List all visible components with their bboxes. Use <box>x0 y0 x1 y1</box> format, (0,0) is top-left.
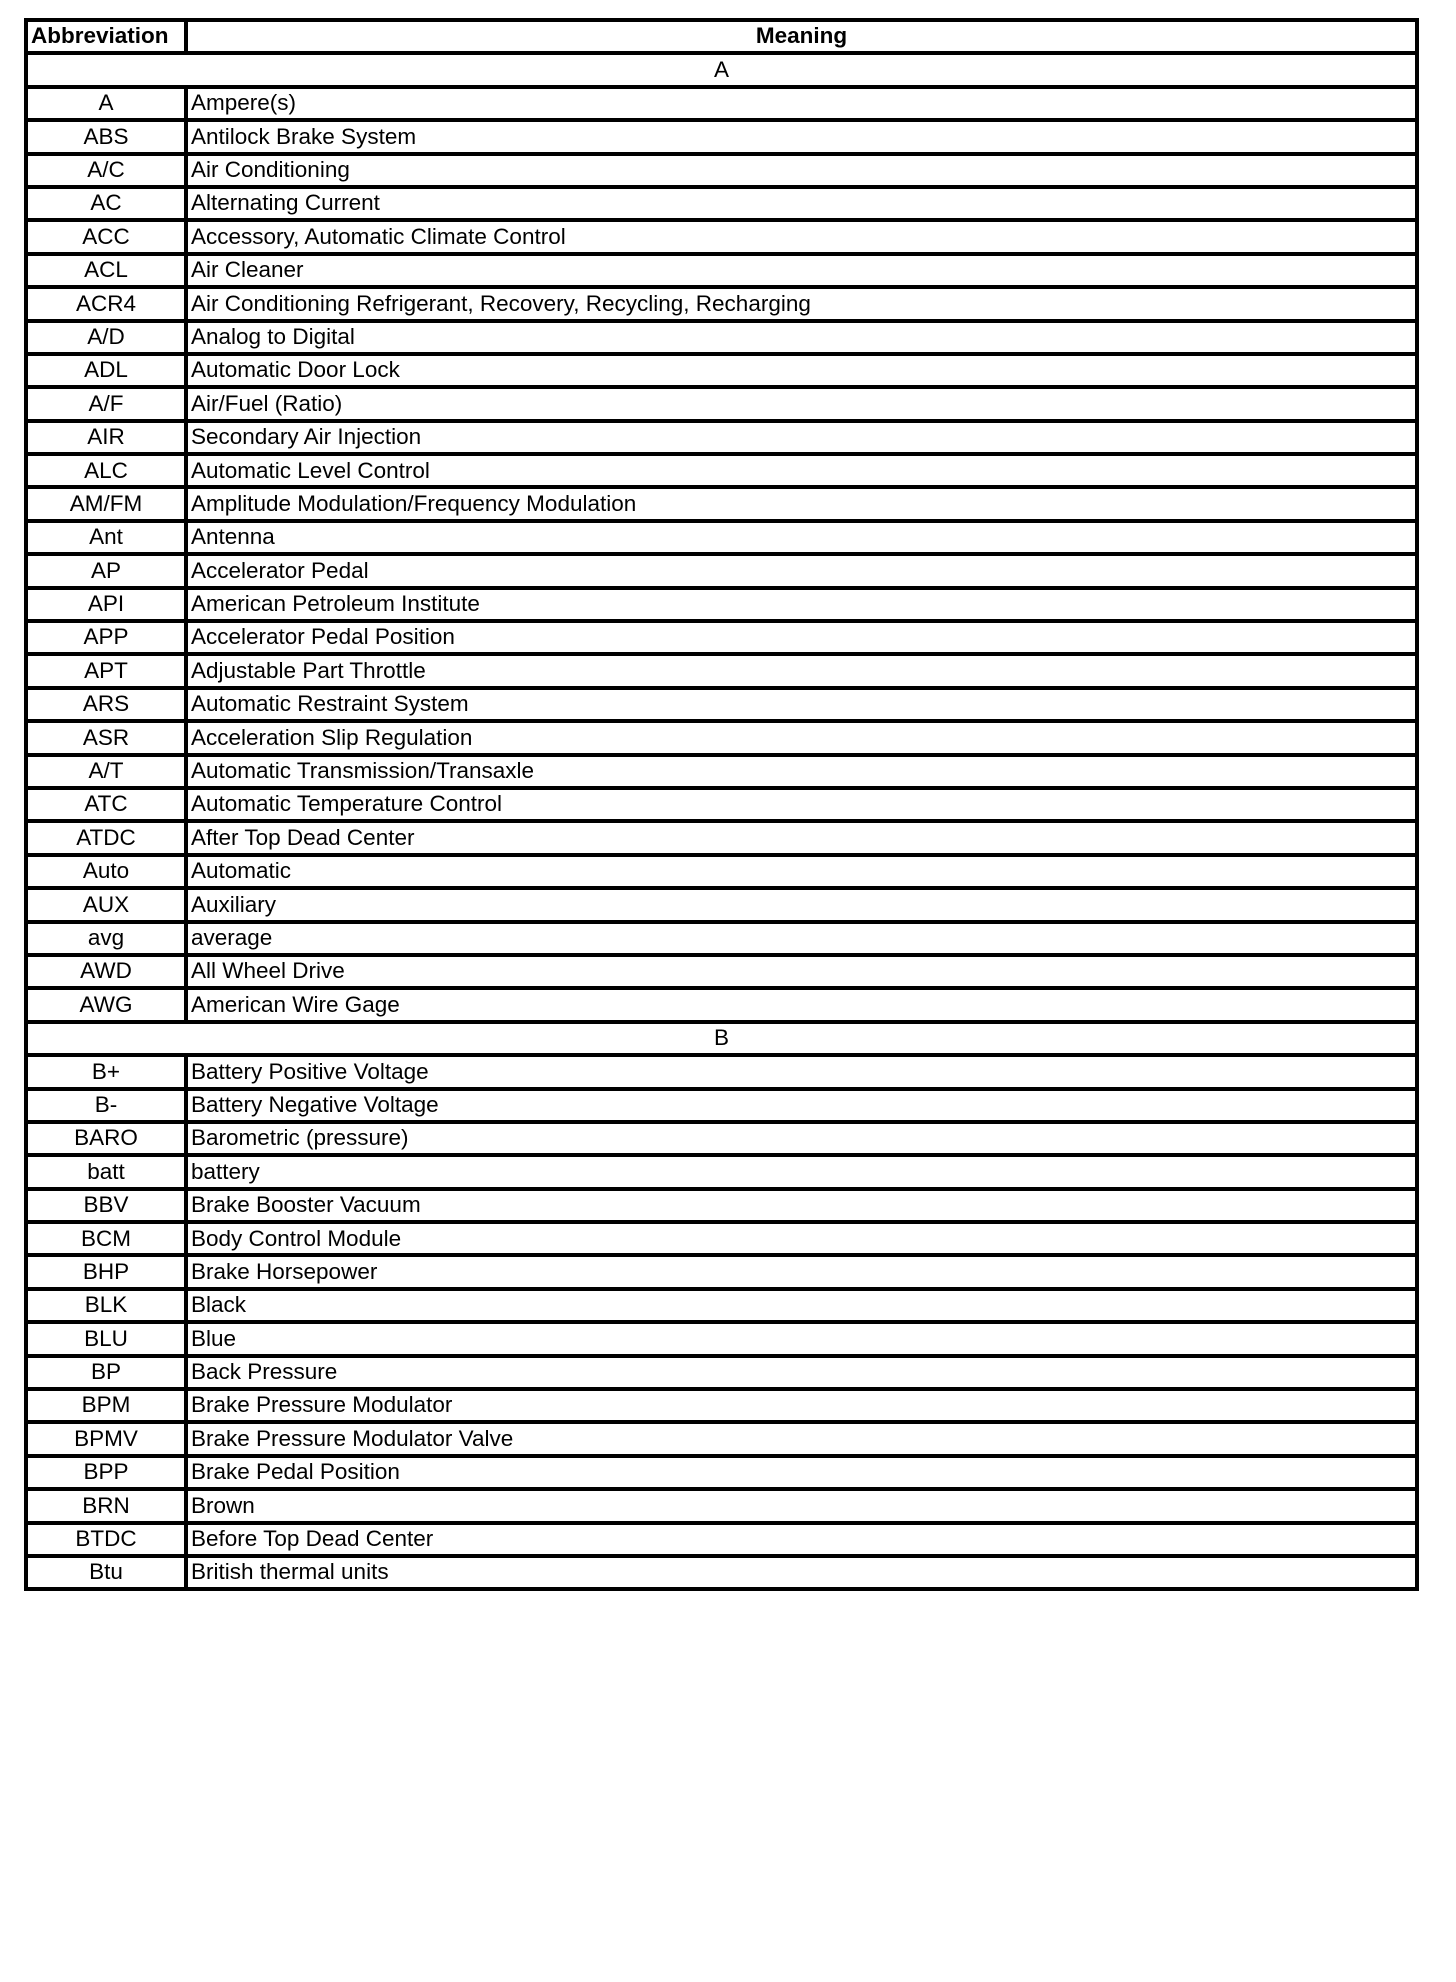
abbreviation-cell: batt <box>26 1155 186 1188</box>
abbreviation-cell: BARO <box>26 1122 186 1155</box>
abbreviation-cell: AIR <box>26 421 186 454</box>
table-row <box>26 521 1417 554</box>
abbreviation-cell: A <box>26 87 186 120</box>
abbreviation-cell: BP <box>26 1356 186 1389</box>
abbreviation-cell: B+ <box>26 1055 186 1088</box>
meaning-cell: battery <box>186 1155 1417 1188</box>
table-row <box>26 220 1417 253</box>
meaning-cell: Brake Pedal Position <box>186 1456 1417 1489</box>
table-row <box>26 1055 1417 1088</box>
meaning-cell: Brake Pressure Modulator <box>186 1389 1417 1422</box>
abbreviation-cell: ACR4 <box>26 287 186 320</box>
abbreviation-cell: AM/FM <box>26 487 186 520</box>
table-row <box>26 454 1417 487</box>
meaning-cell: Adjustable Part Throttle <box>186 654 1417 687</box>
abbreviation-cell: BHP <box>26 1255 186 1288</box>
meaning-cell: Automatic Restraint System <box>186 688 1417 721</box>
meaning-cell: Brake Booster Vacuum <box>186 1189 1417 1222</box>
abbreviation-cell: AWD <box>26 955 186 988</box>
table-row <box>26 1155 1417 1188</box>
table-row <box>26 1389 1417 1422</box>
abbreviation-cell: ARS <box>26 688 186 721</box>
meaning-cell: Blue <box>186 1322 1417 1355</box>
table-row <box>26 1189 1417 1222</box>
meaning-cell: Acceleration Slip Regulation <box>186 721 1417 754</box>
meaning-cell: British thermal units <box>186 1556 1417 1589</box>
abbreviation-cell: BRN <box>26 1489 186 1522</box>
meaning-cell: All Wheel Drive <box>186 955 1417 988</box>
abbreviation-cell: A/T <box>26 755 186 788</box>
abbreviation-cell: avg <box>26 922 186 955</box>
table-row <box>26 1289 1417 1322</box>
meaning-cell: Automatic Door Lock <box>186 354 1417 387</box>
table-body <box>26 53 1417 1589</box>
meaning-cell: Battery Negative Voltage <box>186 1089 1417 1122</box>
abbreviation-cell: ASR <box>26 721 186 754</box>
table-row <box>26 1322 1417 1355</box>
table-row <box>26 821 1417 854</box>
table-row <box>26 855 1417 888</box>
table-row <box>26 721 1417 754</box>
meaning-cell: Air Conditioning <box>186 154 1417 187</box>
section-letter: A <box>26 53 1417 86</box>
table-row <box>26 1222 1417 1255</box>
table-row <box>26 988 1417 1021</box>
table-row <box>26 487 1417 520</box>
table-row <box>26 1556 1417 1589</box>
abbreviation-cell: BTDC <box>26 1523 186 1556</box>
abbreviation-cell: ALC <box>26 454 186 487</box>
abbreviation-cell: Auto <box>26 855 186 888</box>
table-row <box>26 554 1417 587</box>
abbreviation-cell: ADL <box>26 354 186 387</box>
meaning-cell: Accelerator Pedal <box>186 554 1417 587</box>
table-row <box>26 588 1417 621</box>
meaning-cell: American Wire Gage <box>186 988 1417 1021</box>
table-row <box>26 621 1417 654</box>
meaning-cell: Automatic Temperature Control <box>186 788 1417 821</box>
table-row <box>26 421 1417 454</box>
table-row <box>26 1489 1417 1522</box>
table-row <box>26 321 1417 354</box>
meaning-cell: Alternating Current <box>186 187 1417 220</box>
meaning-cell: Brown <box>186 1489 1417 1522</box>
table-row <box>26 187 1417 220</box>
meaning-cell: average <box>186 922 1417 955</box>
abbreviation-cell: API <box>26 588 186 621</box>
meaning-cell: Before Top Dead Center <box>186 1523 1417 1556</box>
table-row <box>26 287 1417 320</box>
abbreviation-cell: ATDC <box>26 821 186 854</box>
table-row <box>26 922 1417 955</box>
abbreviation-cell: APT <box>26 654 186 687</box>
meaning-cell: Air/Fuel (Ratio) <box>186 387 1417 420</box>
meaning-cell: Battery Positive Voltage <box>186 1055 1417 1088</box>
meaning-cell: After Top Dead Center <box>186 821 1417 854</box>
meaning-cell: American Petroleum Institute <box>186 588 1417 621</box>
abbreviation-cell: AWG <box>26 988 186 1021</box>
abbreviation-cell: BBV <box>26 1189 186 1222</box>
header-meaning: Meaning <box>186 20 1417 53</box>
meaning-cell: Brake Horsepower <box>186 1255 1417 1288</box>
table-row <box>26 1089 1417 1122</box>
header-row <box>26 20 1417 53</box>
table-row <box>26 654 1417 687</box>
meaning-cell: Body Control Module <box>186 1222 1417 1255</box>
table-row <box>26 755 1417 788</box>
abbreviation-cell: BPM <box>26 1389 186 1422</box>
meaning-cell: Secondary Air Injection <box>186 421 1417 454</box>
table-row <box>26 688 1417 721</box>
abbreviation-cell: A/C <box>26 154 186 187</box>
table-row <box>26 1356 1417 1389</box>
meaning-cell: Automatic Transmission/Transaxle <box>186 755 1417 788</box>
meaning-cell: Ampere(s) <box>186 87 1417 120</box>
meaning-cell: Brake Pressure Modulator Valve <box>186 1422 1417 1455</box>
abbreviation-cell: ACC <box>26 220 186 253</box>
abbreviation-cell: Btu <box>26 1556 186 1589</box>
table-row <box>26 354 1417 387</box>
header-abbreviation: Abbreviation <box>26 20 186 53</box>
abbreviation-cell: A/D <box>26 321 186 354</box>
meaning-cell: Auxiliary <box>186 888 1417 921</box>
meaning-cell: Black <box>186 1289 1417 1322</box>
section-row <box>26 53 1417 86</box>
meaning-cell: Back Pressure <box>186 1356 1417 1389</box>
table-row <box>26 1456 1417 1489</box>
table-row <box>26 888 1417 921</box>
meaning-cell: Accessory, Automatic Climate Control <box>186 220 1417 253</box>
meaning-cell: Air Cleaner <box>186 254 1417 287</box>
abbreviation-cell: BPP <box>26 1456 186 1489</box>
abbreviation-cell: BCM <box>26 1222 186 1255</box>
abbreviation-cell: APP <box>26 621 186 654</box>
table-row <box>26 254 1417 287</box>
table-row <box>26 1422 1417 1455</box>
table-row <box>26 87 1417 120</box>
meaning-cell: Antenna <box>186 521 1417 554</box>
abbreviation-cell: AP <box>26 554 186 587</box>
meaning-cell: Automatic <box>186 855 1417 888</box>
abbreviation-cell: ATC <box>26 788 186 821</box>
abbreviation-table <box>24 18 1419 1591</box>
table-row <box>26 955 1417 988</box>
meaning-cell: Automatic Level Control <box>186 454 1417 487</box>
abbreviation-cell: ABS <box>26 120 186 153</box>
table-row <box>26 788 1417 821</box>
meaning-cell: Amplitude Modulation/Frequency Modulation <box>186 487 1417 520</box>
abbreviation-cell: Ant <box>26 521 186 554</box>
meaning-cell: Barometric (pressure) <box>186 1122 1417 1155</box>
table-row <box>26 154 1417 187</box>
abbreviation-cell: AC <box>26 187 186 220</box>
table-row <box>26 1255 1417 1288</box>
abbreviation-cell: AUX <box>26 888 186 921</box>
abbreviation-cell: BLK <box>26 1289 186 1322</box>
table-row <box>26 387 1417 420</box>
table-row <box>26 1523 1417 1556</box>
meaning-cell: Accelerator Pedal Position <box>186 621 1417 654</box>
table-header <box>26 20 1417 53</box>
table-row <box>26 1122 1417 1155</box>
section-row <box>26 1022 1417 1055</box>
abbreviation-cell: BPMV <box>26 1422 186 1455</box>
abbreviation-cell: ACL <box>26 254 186 287</box>
abbreviation-cell: A/F <box>26 387 186 420</box>
table-row <box>26 120 1417 153</box>
section-letter: B <box>26 1022 1417 1055</box>
meaning-cell: Antilock Brake System <box>186 120 1417 153</box>
meaning-cell: Air Conditioning Refrigerant, Recovery, Recycling, Recharging <box>186 287 1417 320</box>
abbreviation-cell: BLU <box>26 1322 186 1355</box>
meaning-cell: Analog to Digital <box>186 321 1417 354</box>
abbreviation-cell: B- <box>26 1089 186 1122</box>
